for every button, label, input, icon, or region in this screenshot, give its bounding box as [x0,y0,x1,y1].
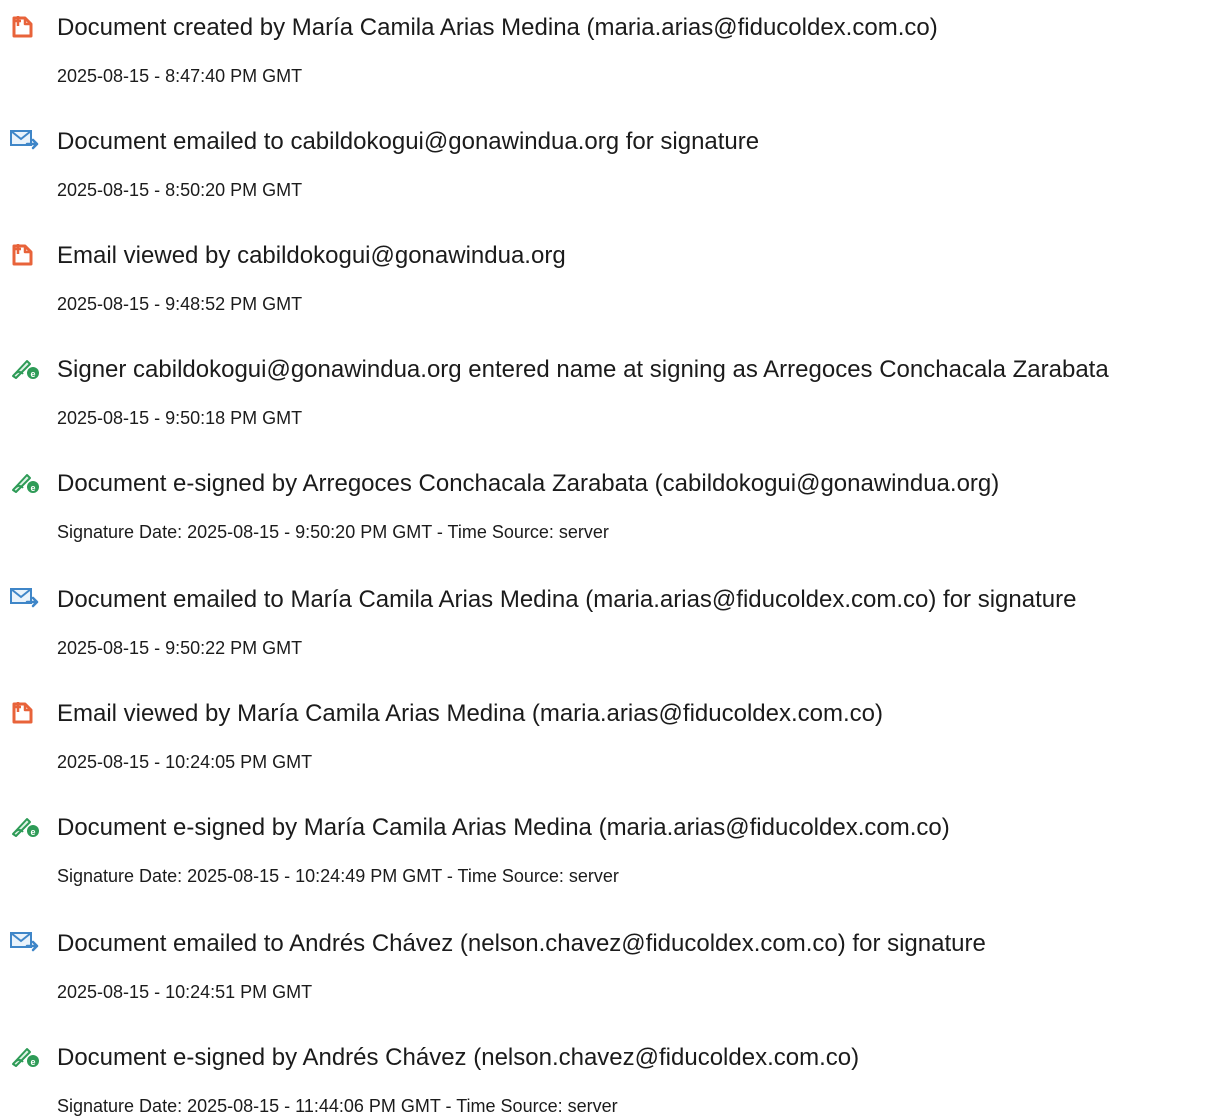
event-timestamp: 2025-08-15 - 9:50:22 PM GMT [57,638,303,658]
email-send-icon [10,586,40,610]
event-timestamp: 2025-08-15 - 8:47:40 PM GMT [57,66,303,86]
document-icon [10,242,40,266]
event-title: Document e-signed by María Camila Arias Medina (maria.arias@fiducoldex.com.co) [57,814,950,841]
event-signature-detail: Signature Date: 2025-08-15 - 9:50:20 PM GMT - Time Source: server [57,522,609,542]
email-send-icon [10,930,40,954]
event-title: Email viewed by cabildokogui@gonawindua.org [57,242,566,269]
event-signature-detail: Signature Date: 2025-08-15 - 11:44:06 PM GMT - Time Source: server [57,1096,618,1116]
signature-pen-icon [10,1044,40,1068]
event-timestamp: 2025-08-15 - 9:48:52 PM GMT [57,294,303,314]
event-title: Signer cabildokogui@gonawindua.org entered name at signing as Arregoces Conchacala Zarabata [57,356,1109,383]
event-title: Document emailed to María Camila Arias Medina (maria.arias@fiducoldex.com.co) for signature [57,586,1077,613]
event-title: Document emailed to cabildokogui@gonawindua.org for signature [57,128,760,155]
event-title: Document e-signed by Arregoces Conchacala Zarabata (cabildokogui@gonawindua.org) [57,470,1000,497]
email-send-icon [10,128,40,152]
event-title: Document emailed to Andrés Chávez (nelson.chavez@fiducoldex.com.co) for signature [57,930,986,957]
event-title: Document created by María Camila Arias Medina (maria.arias@fiducoldex.com.co) [57,14,938,41]
event-timestamp: 2025-08-15 - 8:50:20 PM GMT [57,180,303,200]
event-title: Document e-signed by Andrés Chávez (nelson.chavez@fiducoldex.com.co) [57,1044,860,1071]
signature-pen-icon [10,356,40,380]
svg-text:e: e [30,369,36,379]
svg-text:e: e [30,483,36,493]
signature-pen-icon [10,470,40,494]
event-timestamp: 2025-08-15 - 10:24:05 PM GMT [57,752,313,772]
event-signature-detail: Signature Date: 2025-08-15 - 10:24:49 PM GMT - Time Source: server [57,866,619,886]
svg-text:e: e [30,827,36,837]
signature-pen-icon [10,814,40,838]
event-timestamp: 2025-08-15 - 9:50:18 PM GMT [57,408,303,428]
document-icon [10,700,40,724]
event-timestamp: 2025-08-15 - 10:24:51 PM GMT [57,982,313,1002]
event-title: Email viewed by María Camila Arias Medina (maria.arias@fiducoldex.com.co) [57,700,883,727]
document-icon [10,14,40,38]
svg-text:e: e [30,1057,36,1067]
